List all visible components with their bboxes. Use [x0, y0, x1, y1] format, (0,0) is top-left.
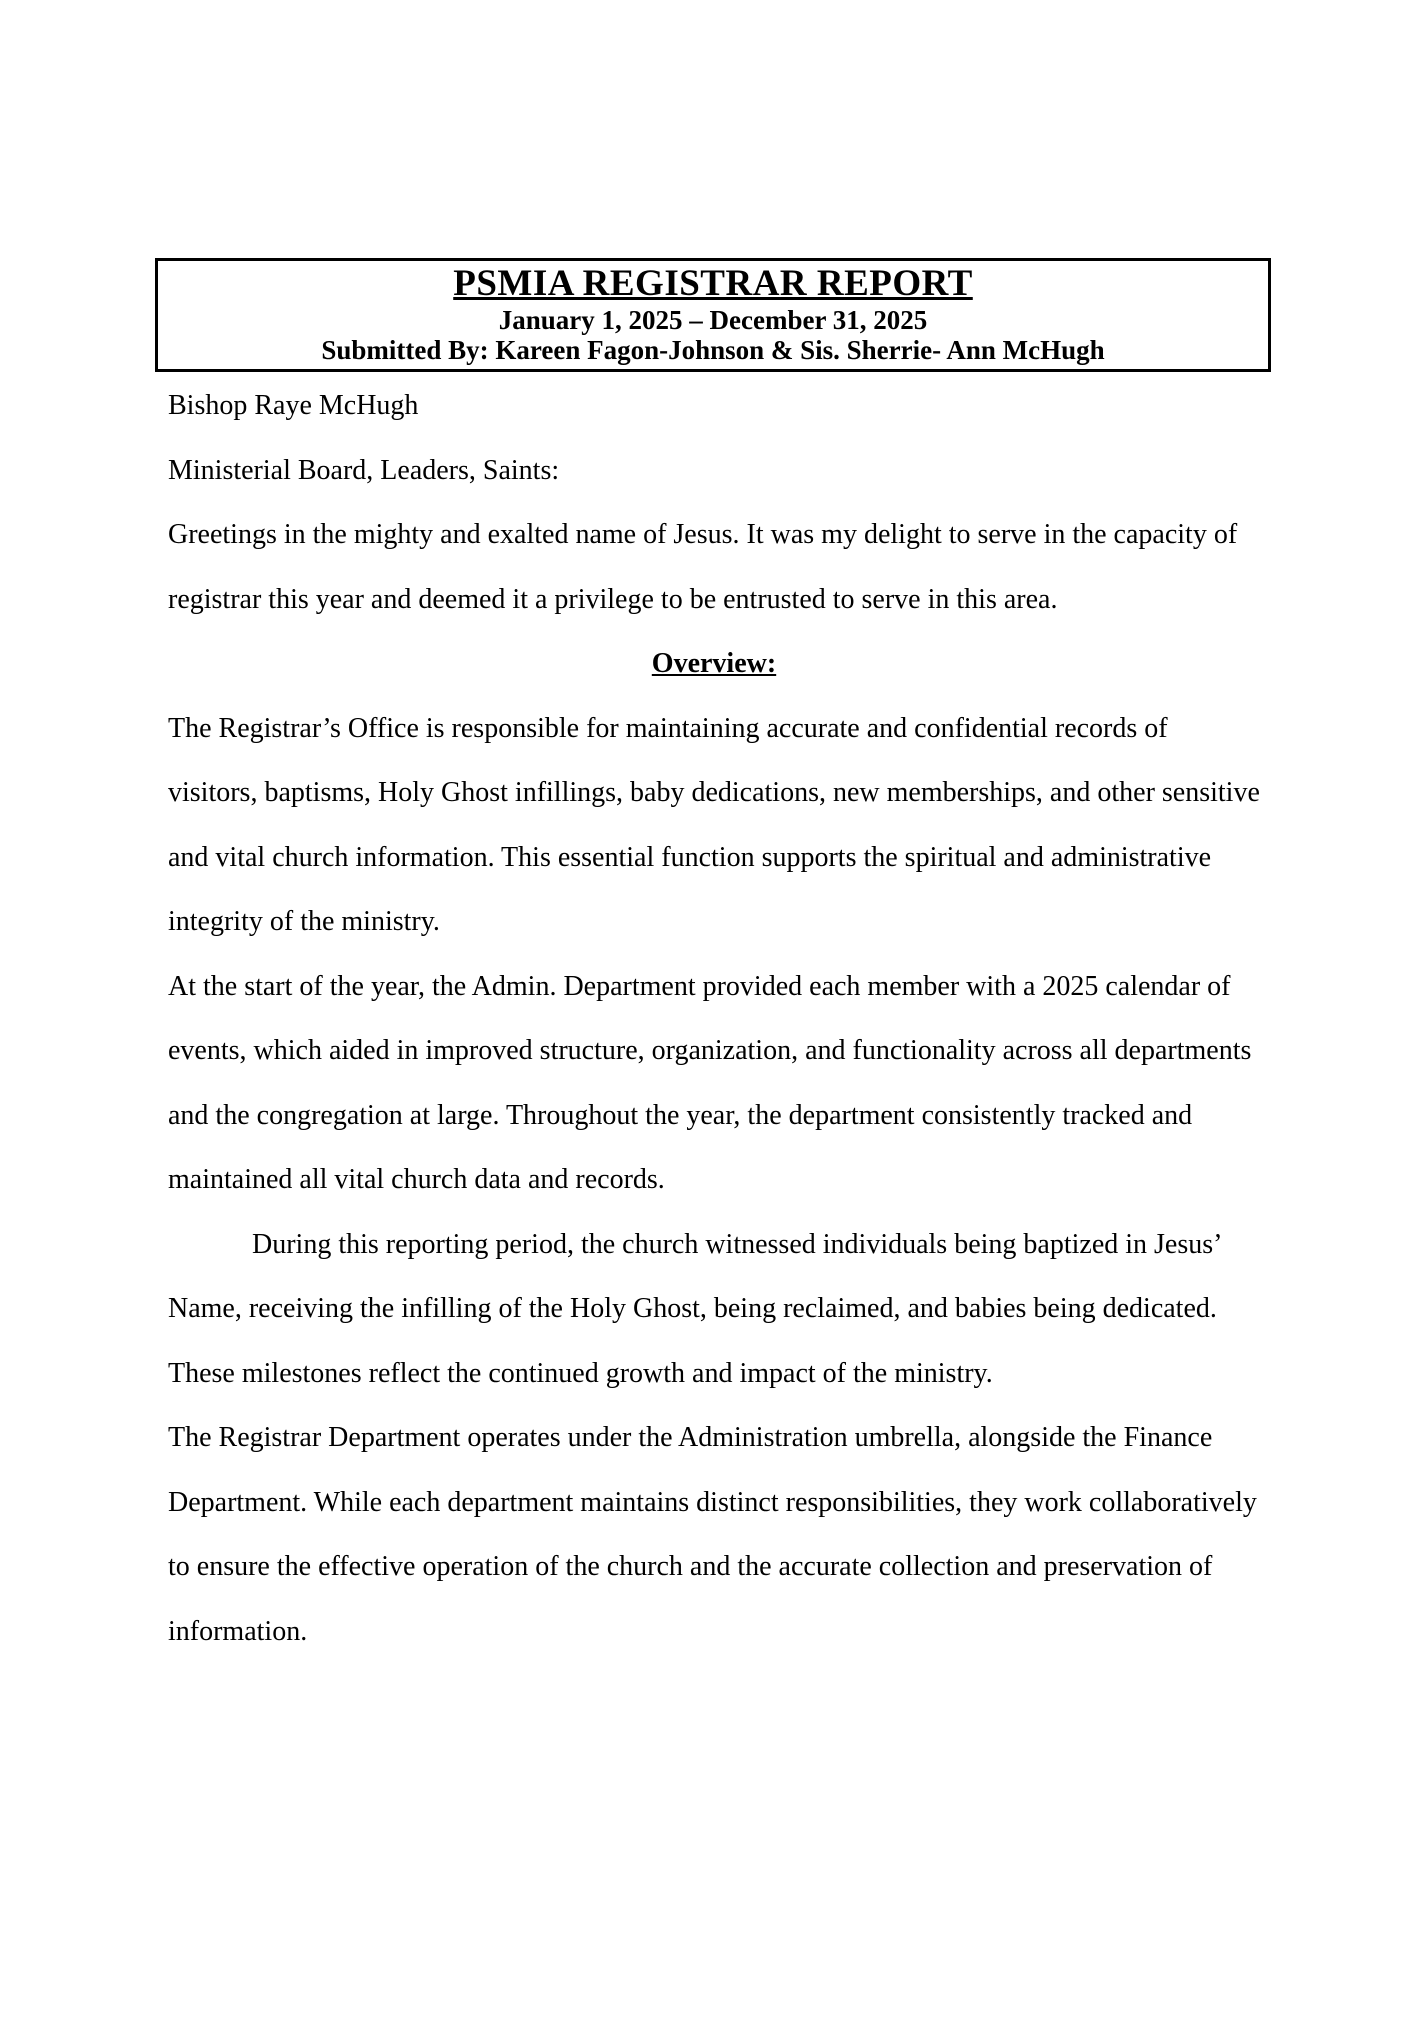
overview-paragraph: The Registrar’s Office is responsible for maintaining accurate and confidential records of visitors, baptisms, Holy Ghost infillings, baby dedications, new memberships, and other sensitive and vital church information. This essential function supports the spiritual and administrative integrity of the ministry. [168, 712, 1260, 937]
greeting-paragraph: Greetings in the mighty and exalted name of Jesus. It was my delight to serve in the capacity of registrar this year and deemed it a privilege to be entrusted to serve in this area. [168, 519, 1238, 615]
collaboration-paragraph: The Registrar Department operates under the Administration umbrella, alongside the Finance Department. While each department maintains distinct responsibilities, they work collaboratively to ensure the effective operation of the church and the accurate collection and preservation of information. [168, 1422, 1257, 1647]
salutation-recipient: Bishop Raye McHugh [168, 390, 419, 421]
overview-heading: Overview: [651, 648, 777, 679]
calendar-paragraph: At the start of the year, the Admin. Department provided each member with a 2025 calendar of events, which aided in improved structure, organization, and functionality across all departments and the congregation at large. Throughout the year, the department consistently tracked and maintained all vital church data and records. [168, 970, 1252, 1195]
document-body [168, 374, 1260, 1664]
report-date-range: January 1, 2025 – December 31, 2025 [498, 305, 928, 335]
salutation-audience: Ministerial Board, Leaders, Saints: [168, 454, 560, 486]
report-header-box [155, 258, 1271, 372]
milestones-paragraph: During this reporting period, the church witnessed individuals being baptized in Jesus’ Name, receiving the infilling of the Holy Ghost, being reclaimed, and babies being dedicated. These milestones reflect the continued growth and impact of the ministry. [168, 1228, 1221, 1389]
report-title: PSMIA REGISTRAR REPORT [453, 263, 973, 304]
report-submitted-by: Submitted By: Kareen Fagon-Johnson & Sis. Sherrie- Ann McHugh [321, 335, 1105, 365]
